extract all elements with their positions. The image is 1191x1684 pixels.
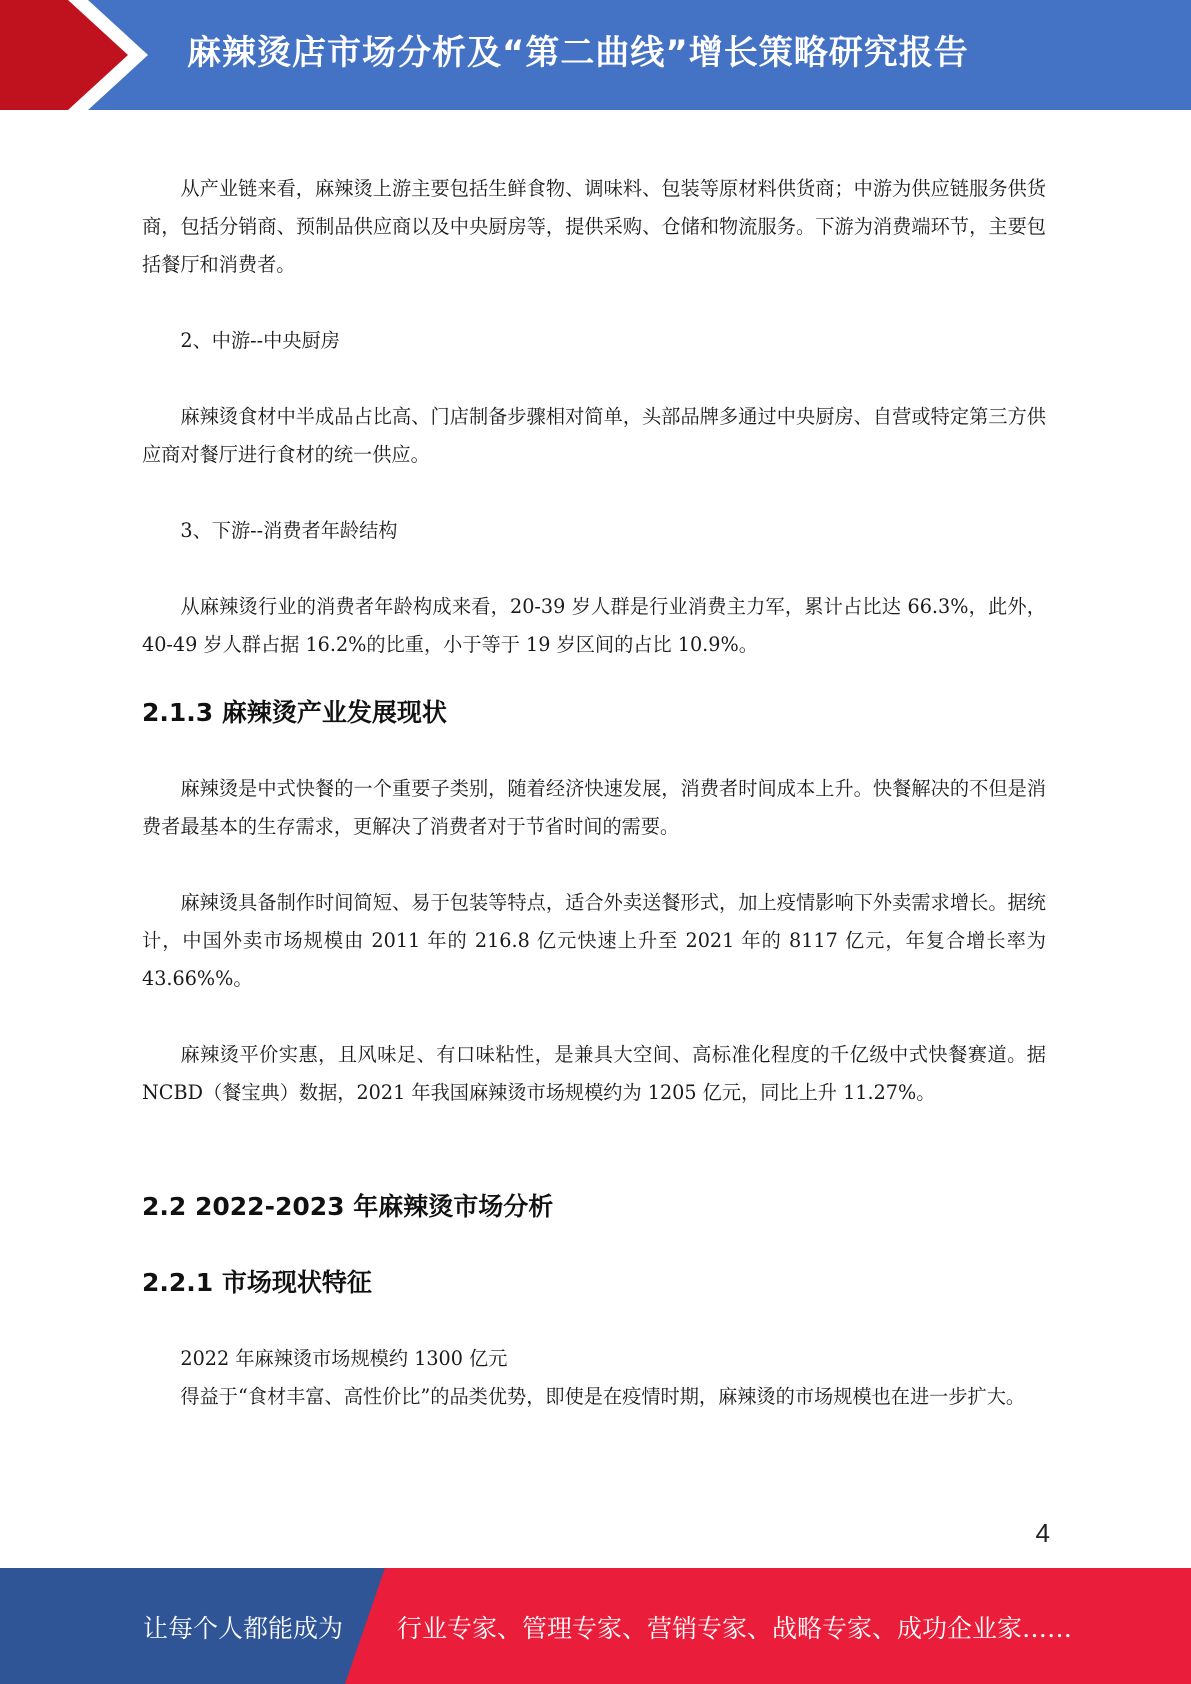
document-body <box>142 170 1046 1416</box>
paragraph-industry-chain: 从产业链来看，麻辣烫上游主要包括生鲜食物、调味料、包装等原材料供货商；中游为供应链服务供货商，包括分销商、预制品供应商以及中央厨房等，提供采购、仓储和物流服务。下游为消费端环节，主要包括餐厅和消费者。 <box>142 177 1046 276</box>
paragraph-central-kitchen: 麻辣烫食材中半成品占比高、门店制备步骤相对简单，头部品牌多通过中央厨房、自营或特定第三方供应商对餐厅进行食材的统一供应。 <box>142 405 1046 466</box>
subheading-downstream: 3、下游--消费者年龄结构 <box>180 519 398 542</box>
page-number: 4 <box>1035 1518 1050 1548</box>
paragraph-fast-food: 麻辣烫是中式快餐的一个重要子类别，随着经济快速发展，消费者时间成本上升。快餐解决的不但是消费者最基本的生存需求，更解决了消费者对于节省时间的需要。 <box>142 777 1046 838</box>
report-title: 麻辣烫店市场分析及“第二曲线”增长策略研究报告 <box>187 33 969 73</box>
paragraph-takeout-market: 麻辣烫具备制作时间简短、易于包装等特点，适合外卖送餐形式，加上疫情影响下外卖需求增长。据统计，中国外卖市场规模由 2011 年的 216.8 亿元快速上升至 2021 年的 8117 亿元，年复合增长率为 43.66%%。 <box>142 891 1046 990</box>
paragraph-market-size-2021: 麻辣烫平价实惠，且风味足、有口味粘性，是兼具大空间、高标准化程度的千亿级中式快餐赛道。据 NCBD（餐宝典）数据，2021 年我国麻辣烫市场规模约为 1205 亿元，同比上升 11.27%。 <box>142 1043 1046 1104</box>
footer-slogan-right: 行业专家、管理专家、营销专家、战略专家、成功企业家…… <box>397 1614 1073 1643</box>
heading-2-2-1: 2.2.1 市场现状特征 <box>142 1268 372 1297</box>
footer-slogan-left: 让每个人都能成为 <box>143 1614 344 1643</box>
heading-2-2: 2.2 2022-2023 年麻辣烫市场分析 <box>142 1192 554 1221</box>
subheading-midstream: 2、中游--中央厨房 <box>180 329 340 352</box>
paragraph-market-size-2022: 2022 年麻辣烫市场规模约 1300 亿元 <box>180 1347 508 1370</box>
paragraph-age-structure: 从麻辣烫行业的消费者年龄构成来看，20-39 岁人群是行业消费主力军，累计占比达 66.3%，此外，40-49 岁人群占据 16.2%的比重，小于等于 19 岁区间的占比 10.9%。 <box>142 595 1046 656</box>
page-footer <box>0 1568 1191 1684</box>
paragraph-category-advantage: 得益于“食材丰富、高性价比”的品类优势，即使是在疫情时期，麻辣烫的市场规模也在进一步扩大。 <box>180 1385 1026 1408</box>
page-header <box>0 0 1191 110</box>
heading-2-1-3: 2.1.3 麻辣烫产业发展现状 <box>142 698 447 727</box>
